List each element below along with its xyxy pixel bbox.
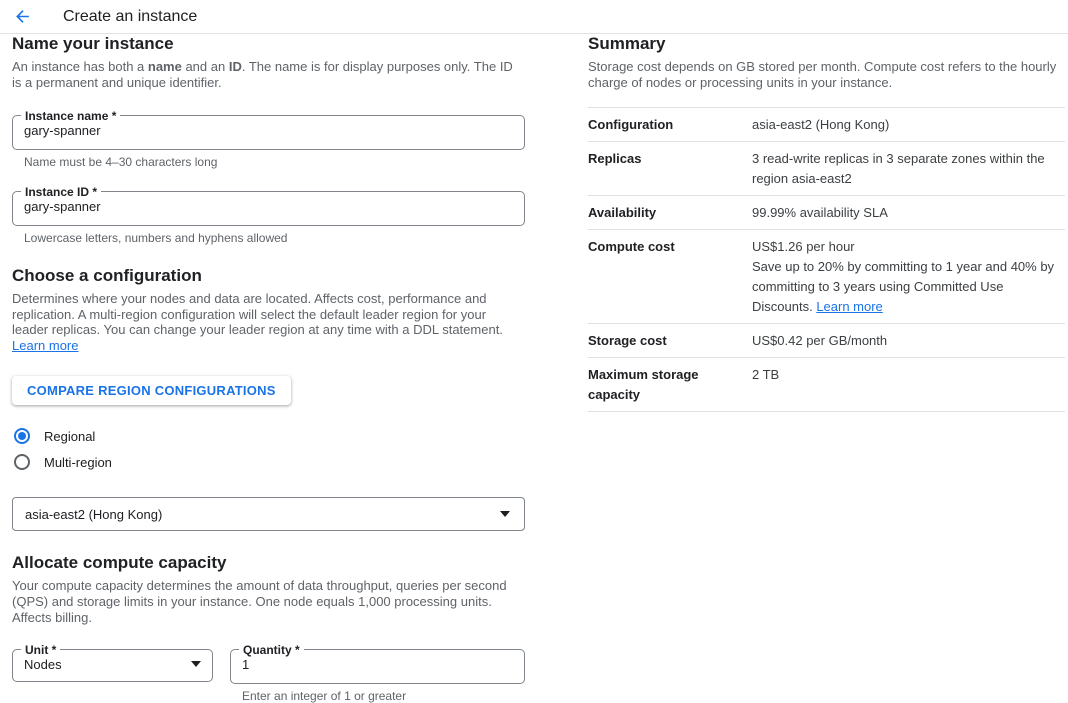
main-content bbox=[0, 34, 1068, 703]
region-select[interactable] bbox=[12, 497, 525, 531]
quantity-helper: Enter an integer of 1 or greater bbox=[242, 688, 407, 703]
page-header bbox=[0, 0, 1068, 34]
instance-name-helper: Name must be 4–30 characters long bbox=[24, 154, 218, 169]
radio-option-multi-region[interactable] bbox=[12, 449, 525, 475]
summary-row-label: Replicas bbox=[588, 150, 642, 166]
summary-row-label: Maximum storage capacity bbox=[588, 366, 699, 402]
radio-multi-region-label: Multi-region bbox=[44, 454, 112, 470]
summary-row-value: 2 TB bbox=[752, 366, 780, 382]
summary-description: Storage cost depends on GB stored per month. Compute cost refers to the hourly charge of nodes or processing units in your instance. bbox=[588, 59, 1057, 90]
back-button[interactable] bbox=[10, 5, 34, 29]
summary-row-configuration bbox=[588, 107, 1065, 141]
instance-id-field-block bbox=[12, 186, 525, 245]
radio-selected-icon bbox=[14, 428, 30, 444]
summary-row-label: Storage cost bbox=[588, 332, 667, 348]
compute-section-heading: Allocate compute capacity bbox=[12, 553, 227, 573]
config-learn-more-link[interactable]: Learn more bbox=[12, 338, 79, 354]
caret-down-icon bbox=[191, 661, 201, 667]
arrow-left-icon bbox=[13, 7, 32, 26]
radio-option-regional[interactable] bbox=[12, 423, 525, 449]
summary-row-label: Configuration bbox=[588, 116, 674, 132]
form-column bbox=[12, 34, 525, 703]
unit-label: Unit * bbox=[25, 642, 57, 657]
summary-learn-more-link[interactable]: Learn more bbox=[816, 298, 883, 314]
name-section-heading: Name your instance bbox=[12, 34, 174, 53]
instance-id-label: Instance ID * bbox=[25, 184, 98, 199]
compute-cost-discount-note: Save up to 20% by committing to 1 year and 40% by committing to 3 years using Committed Use Discounts. Learn more bbox=[752, 258, 1055, 314]
summary-table bbox=[588, 107, 1065, 412]
config-section-description: Determines where your nodes and data are located. Affects cost, performance and replication. A multi-region configuration will select the default leader region for your leader replicas. You can change your leader region at any time with a DDL statement. Learn more bbox=[12, 290, 503, 354]
summary-row-value: 3 read-write replicas in 3 separate zones within the region asia-east2 bbox=[752, 150, 1045, 186]
compute-section-description: Your compute capacity determines the amount of data throughput, queries per second (QPS) and storage limits in your instance. One node equals 1,000 processing units. Affects billing. bbox=[12, 578, 507, 625]
unit-select-value: Nodes bbox=[24, 656, 62, 672]
page-title: Create an instance bbox=[63, 7, 198, 25]
summary-row-label: Availability bbox=[588, 204, 657, 220]
caret-down-icon bbox=[500, 511, 510, 517]
unit-field-block bbox=[12, 644, 213, 703]
unit-select[interactable] bbox=[24, 657, 201, 672]
summary-heading: Summary bbox=[588, 34, 666, 53]
compute-cost-rate: US$1.26 per hour bbox=[752, 238, 855, 254]
config-section-heading: Choose a configuration bbox=[12, 265, 202, 285]
capacity-fields-row bbox=[12, 644, 525, 703]
instance-name-label: Instance name * bbox=[25, 108, 117, 123]
summary-row-value: asia-east2 (Hong Kong) bbox=[752, 116, 890, 132]
region-select-value: asia-east2 (Hong Kong) bbox=[25, 506, 163, 522]
quantity-field-block bbox=[230, 644, 525, 703]
summary-row-value: US$0.42 per GB/month bbox=[752, 332, 888, 348]
summary-row-availability bbox=[588, 195, 1065, 229]
radio-unselected-icon bbox=[14, 454, 30, 470]
summary-row-value: 99.99% availability SLA bbox=[752, 204, 888, 220]
instance-name-input[interactable] bbox=[24, 123, 513, 138]
summary-row-max-storage bbox=[588, 357, 1065, 412]
quantity-input[interactable] bbox=[242, 657, 513, 672]
summary-row-compute-cost bbox=[588, 229, 1065, 323]
summary-row-label: Compute cost bbox=[588, 238, 675, 254]
instance-id-helper: Lowercase letters, numbers and hyphens allowed bbox=[24, 230, 288, 245]
summary-column bbox=[588, 34, 1065, 703]
configuration-type-radio-group bbox=[12, 423, 525, 475]
instance-id-input[interactable] bbox=[24, 199, 513, 214]
summary-row-replicas bbox=[588, 141, 1065, 195]
quantity-label: Quantity * bbox=[243, 642, 300, 657]
summary-row-storage-cost bbox=[588, 323, 1065, 357]
compare-region-configurations-button[interactable]: COMPARE REGION CONFIGURATIONS bbox=[12, 376, 291, 405]
instance-name-field-block bbox=[12, 110, 525, 169]
radio-regional-label: Regional bbox=[44, 428, 96, 444]
name-section-description: An instance has both a name and an ID. The name is for display purposes only. The ID is a permanent and unique identifier. bbox=[12, 59, 513, 90]
summary-row-value bbox=[752, 237, 1065, 317]
